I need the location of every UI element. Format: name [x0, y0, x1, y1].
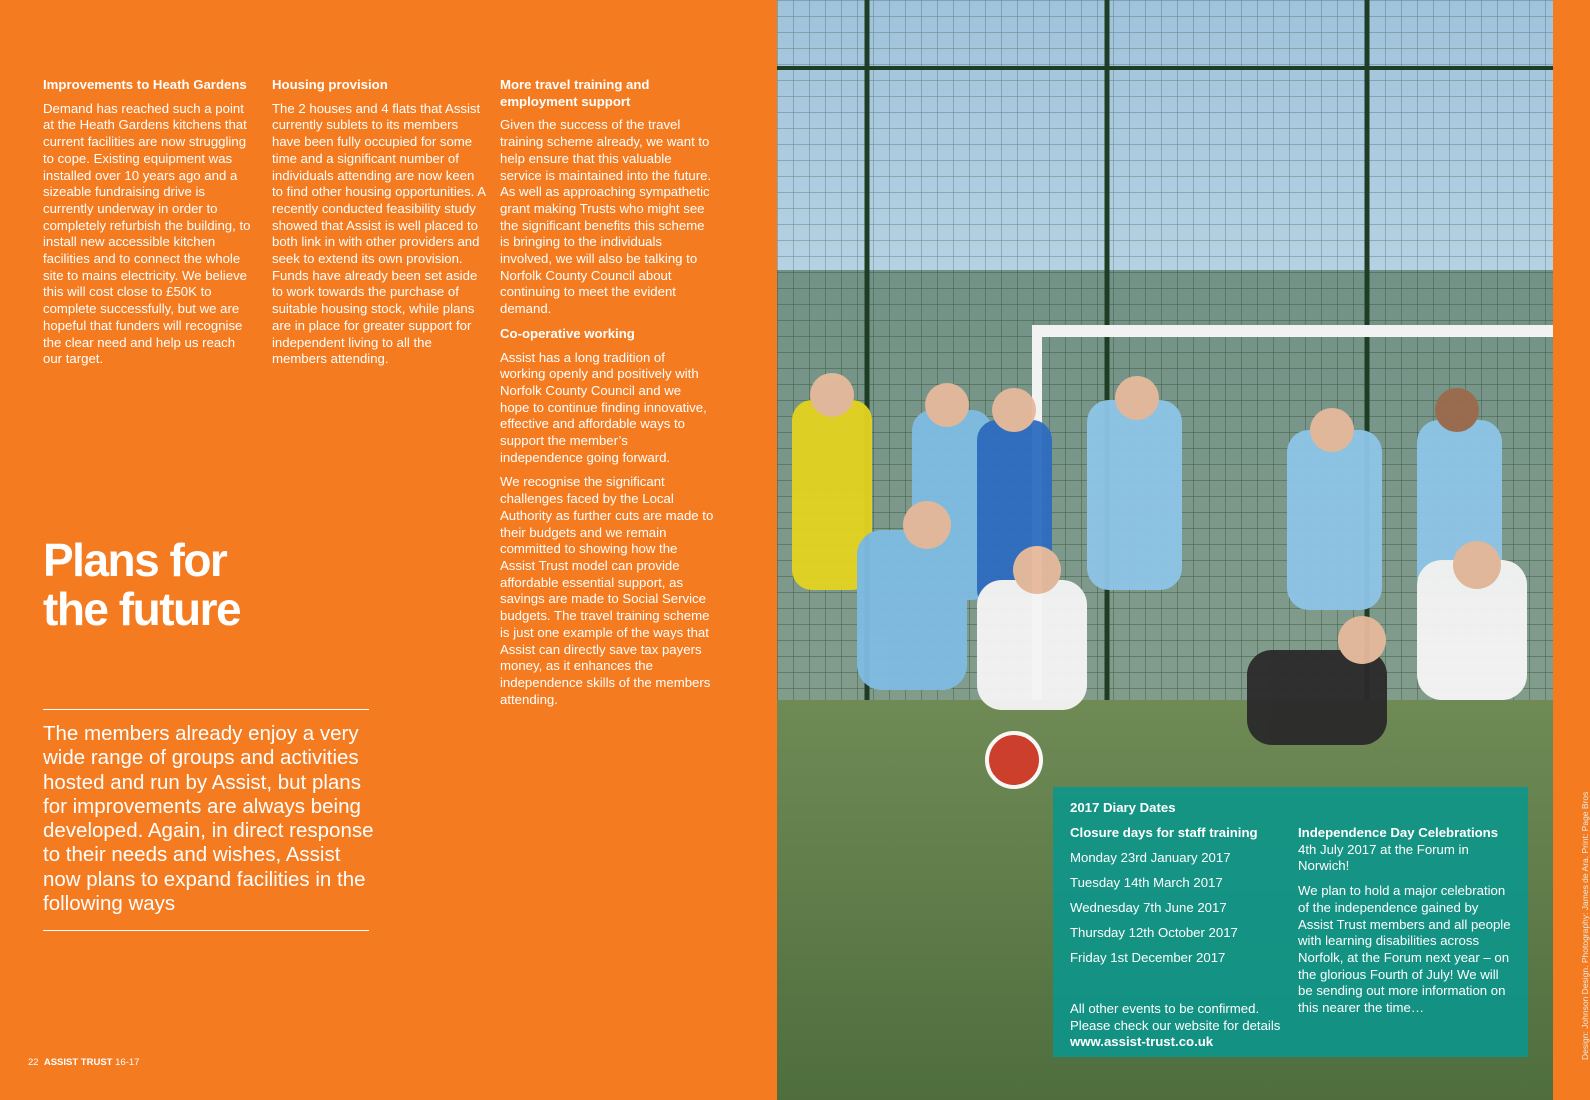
closure-days-column: [1070, 825, 1280, 975]
column-housing: [272, 77, 486, 376]
footer-brand: ASSIST TRUST: [43, 1057, 113, 1068]
page-title: [43, 536, 443, 634]
title-line-2: the future: [43, 583, 241, 635]
text-housing: The 2 houses and 4 flats that Assist currently sublets to its members have been fully occupied for some time and a significant number of individuals attending are now keen to find other housing opportunities. A recently conducted feasibility study showed that Assist is well placed to both link in with other providers and seek to extend its own provision. Funds have already been set aside to work towards the purchase of suitable housing stock, while plans are in place for greater support for independent living to all the members attending.: [272, 100, 486, 367]
divider-bottom: [43, 930, 369, 931]
heading-housing: Housing provision: [272, 77, 388, 92]
heading-travel-training: More travel training and employment support: [500, 77, 650, 109]
date-item: Tuesday 14th March 2017: [1070, 874, 1223, 890]
text-travel-training: Given the success of the travel training scheme already, we want to help ensure that this valuable service is maintained into the future. As well as approaching sympathetic grant making Trusts who might see the significant benefits this scheme is bringing to the individuals involved, we will also be talking to Norfolk County Council about continuing to meet the evident demand.: [500, 117, 712, 317]
website-link[interactable]: www.assist-trust.co.uk: [1070, 1034, 1214, 1050]
column-travel-coop: [500, 77, 714, 716]
independence-day-column: [1298, 825, 1513, 1017]
event-heading: Independence Day Celebrations: [1298, 825, 1499, 840]
diary-title: 2017 Diary Dates: [1070, 800, 1176, 815]
photo-credit: Design: Johnson Design. Photography: James de Ara. Print: Page Bros: [1580, 791, 1590, 1060]
date-item: Wednesday 7th June 2017: [1070, 899, 1227, 915]
heading-cooperative: Co-operative working: [500, 325, 635, 341]
text-heath-gardens: Demand has reached such a point at the Heath Gardens kitchens that current facilities are now struggling to cope. Existing equipment was installed over 10 years ago and a sizeable fundraising drive is currently underway in order to completely refurbish the building, to install new accessible kitchen facilities and to connect the whole site to mains electricity. We believe this will cost close to £50K to complete successfully, but we are hopeful that funders will recognise the clear need and help us reach our target.: [43, 100, 251, 367]
heading-heath-gardens: Improvements to Heath Gardens: [43, 77, 247, 92]
divider-top: [43, 709, 369, 710]
page-number: 22: [28, 1057, 39, 1068]
events-note-text: All other events to be confirmed. Please check our website for details: [1070, 1001, 1281, 1033]
date-item: Monday 23rd January 2017: [1070, 849, 1231, 865]
footer-year: 16-17: [115, 1057, 140, 1068]
event-subheading: 4th July 2017 at the Forum in Norwich!: [1298, 841, 1469, 874]
page-footer: [28, 1057, 139, 1068]
diary-dates-box: [1053, 787, 1528, 1057]
text-cooperative-1: Assist has a long tradition of working openly and positively with Norfolk County Council and we hope to continue finding innovative, effective and affordable ways to support the member’s independence going forward.: [500, 349, 707, 465]
intro-text: The members already enjoy a very wide range of groups and activities hosted and run by Assist, but plans for improvements are always being developed. Again, in direct response to their needs and wishes, Assist now plans to expand facilities in the following ways: [43, 722, 374, 916]
left-page: [0, 0, 777, 1100]
event-description: We plan to hold a major celebration of the independence gained by Assist Trust members and all people with learning disabilities across Norfolk, at the Forum next year – on the glorious Fourth of July! We will be sending out more information on this nearer the time…: [1298, 883, 1511, 1016]
column-heath-gardens: [43, 77, 257, 376]
closure-heading: Closure days for staff training: [1070, 825, 1258, 840]
text-cooperative-2: We recognise the significant challenges faced by the Local Authority as further cuts are made to their budgets and we remain committed to showing how the Assist Trust model can provide affordable essential support, as savings are made to Social Service budgets. The travel training scheme is just one example of the ways that Assist can directly save tax payers money, as it enhances the independence skills of the members attending.: [500, 474, 714, 707]
date-item: Friday 1st December 2017: [1070, 949, 1226, 965]
date-item: Thursday 12th October 2017: [1070, 924, 1238, 940]
title-line-1: Plans for: [43, 534, 227, 586]
events-note: [1070, 1001, 1290, 1051]
